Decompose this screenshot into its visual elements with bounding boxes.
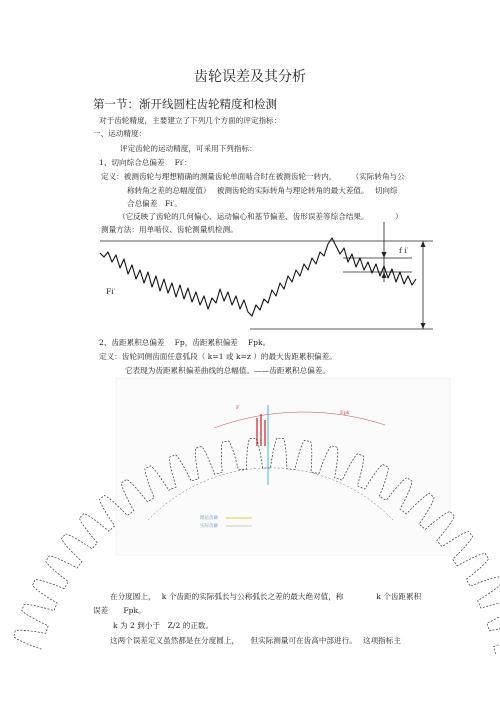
definition-1-note: （它反映了齿轮的几何偏心、运动偏心和基节偏差、齿形误差等综合结果。 ）	[118, 212, 403, 221]
paragraph-1-line-1: 在分度圆上， k 个齿距的实际弧长与公称弧长之差的最大绝对值，称 k 个齿距累积	[110, 592, 422, 601]
intro-text: 对于齿轮精度，主要建立了下列几个方面的评定指标：	[99, 116, 282, 125]
definition-2-line-1: 定义：齿轮同侧齿面任意弧段（ k=1 或 k=z ）的最大齿距累积偏差。	[99, 352, 337, 361]
label-fi: f i′	[399, 246, 409, 255]
definition-1-line-3: 合总偏差 Fi′。	[127, 199, 182, 208]
sub-heading-1: 1、切向综合总偏差 Fi′：	[99, 158, 192, 167]
paragraph-3: 这两个误差定义虽然都是在分度圆上， 但实际测量可在齿高中部进行。 这项指标主	[110, 636, 401, 645]
item-motion-accuracy: 一、运动精度：	[93, 129, 147, 138]
page-title: 齿轮误差及其分析	[194, 69, 306, 85]
legend-actual: 实际齿廓	[200, 524, 218, 529]
label-Fi: Fi′	[106, 287, 116, 296]
measure-method: 测量方法：用单啮仪、齿轮测量机检测。	[101, 225, 238, 234]
paragraph-1-line-2: 误差 Fpk。	[93, 606, 146, 615]
definition-1-line-2: 称转角之差的总幅度值） 被测齿轮的实际转角与理论转角的最大差值。 切向综	[127, 186, 398, 195]
gear-figure-frame	[116, 378, 450, 555]
item-motion-desc: 评定齿轮的运动精度，可采用下列指标：	[120, 144, 257, 153]
sub-heading-2: 2、齿距累积总偏差 Fp，齿距累积偏差 Fpk。	[99, 338, 271, 347]
paragraph-2: k 为 2 到小于 Z/2 的正数。	[113, 621, 214, 630]
gear-label-fpk: Fpk	[340, 410, 350, 416]
definition-2-line-2: 它表现为齿距累积偏差曲线的总幅值。——齿距累积总偏差。	[125, 366, 331, 375]
gear-label-f: F	[236, 405, 240, 411]
definition-1-line-1: 定义：被测齿轮与理想精确的测量齿轮单面啮合时在被测齿轮一转内， （实际转角与公	[101, 172, 405, 181]
legend-theoretical: 理论齿廓	[200, 516, 218, 521]
section-title: 第一节：渐开线圆柱齿轮精度和检测	[93, 97, 277, 111]
